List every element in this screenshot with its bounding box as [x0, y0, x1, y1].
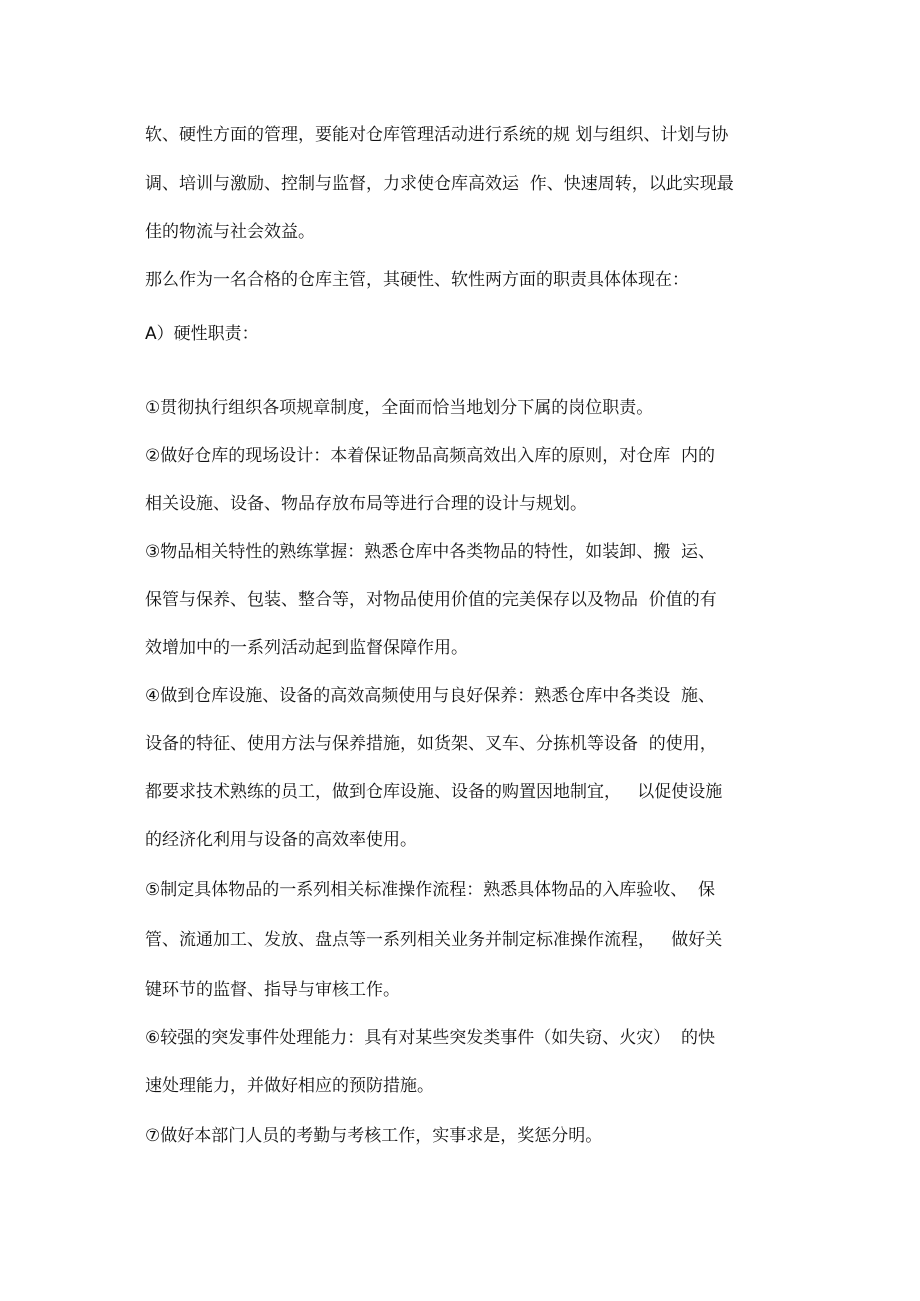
text-line: ④做到仓库设施、设备的高效高频使用与良好保养：熟悉仓库中各类设 施、 — [145, 686, 716, 706]
text-line: 的经济化利用与设备的高效率使用。 — [145, 830, 417, 850]
text-line: 设备的特征、使用方法与保养措施，如货架、叉车、分拣机等设备 的使用， — [145, 734, 717, 754]
text-line: 键环节的监督、指导与审核工作。 — [145, 980, 400, 1000]
text-line: 保管与保养、包装、整合等，对物品使用价值的完美保存以及物品 价值的有 — [145, 590, 717, 610]
text-line: ②做好仓库的现场设计：本着保证物品高频高效出入库的原则，对仓库 内的 — [145, 446, 716, 466]
text-line: ⑦做好本部门人员的考勤与考核工作，实事求是，奖惩分明。 — [145, 1126, 603, 1146]
text-line: 管、流通加工、发放、盘点等一系列相关业务并制定标准操作流程， 做好关 — [145, 930, 723, 950]
text-line: 那么作为一名合格的仓库主管，其硬性、软性两方面的职责具体体现在： — [145, 270, 689, 290]
text-line: 佳的物流与社会效益。 — [145, 222, 315, 242]
text-line: ⑥较强的突发事件处理能力：具有对某些突发类事件（如失窃、火灾） 的快 — [145, 1028, 716, 1048]
text-line: 速处理能力，并做好相应的预防措施。 — [145, 1076, 434, 1096]
text-line: ③物品相关特性的熟练掌握：熟悉仓库中各类物品的特性，如装卸、搬 运、 — [145, 542, 716, 562]
text-line: 调、培训与激励、控制与监督，力求使仓库高效运 作、快速周转，以此实现最 — [145, 174, 734, 194]
text-line: 都要求技术熟练的员工，做到仓库设施、设备的购置因地制宜， 以促使设施 — [145, 782, 723, 802]
text-line: ①贯彻执行组织各项规章制度，全面而恰当地划分下属的岗位职责。 — [145, 398, 654, 418]
section-heading: A）硬性职责： — [145, 324, 259, 344]
text-line: 软、硬性方面的管理，要能对仓库管理活动进行系统的规 划与组织、计划与协 — [145, 125, 729, 145]
text-line: 相关设施、设备、物品存放布局等进行合理的设计与规划。 — [145, 494, 587, 514]
text-line: 效增加中的一系列活动起到监督保障作用。 — [145, 638, 468, 658]
text-line: ⑤制定具体物品的一系列相关标准操作流程：熟悉具体物品的入库验收、 保 — [145, 880, 716, 900]
